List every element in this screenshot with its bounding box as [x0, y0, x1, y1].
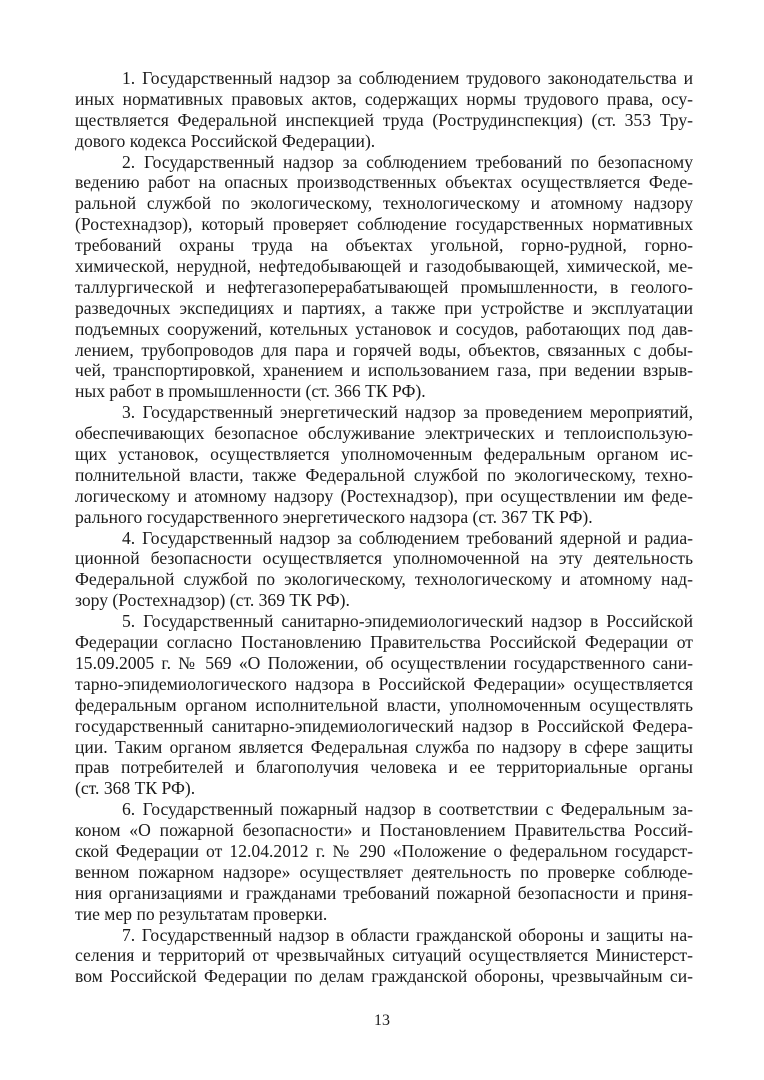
text-line: ции. Таким органом является Федеральная служба по надзору в сфере защиты: [75, 736, 693, 757]
text-line: 3. Государственный энергетический надзор за проведением мероприятий,: [122, 402, 693, 423]
paragraph: [75, 799, 693, 924]
text-line: тарно-эпидемиологического надзора в Российской Федерации» осуществляется: [75, 673, 693, 694]
text-line: обеспечивающих безопасное обслуживание электрических и теплоиспользую-: [75, 423, 693, 444]
text-line: селения и территорий от чрезвычайных ситуаций осуществляется Министерст-: [75, 945, 693, 966]
text-line: 1. Государственный надзор за соблюдением трудового законодательства и: [122, 68, 693, 88]
text-line: ральной службой по экологическому, технологическому и атомному надзору: [75, 193, 693, 214]
text-line: 2. Государственный надзор за соблюдением требований по безопасному: [122, 151, 693, 172]
text-line: федеральным органом исполнительной власти, уполномоченным осуществлять: [75, 694, 693, 715]
text-line: рального государственного энергетического надзора (ст. 367 ТК РФ).: [75, 506, 593, 527]
text-line: ционной безопасности осуществляется уполномоченной на эту деятельность: [75, 548, 693, 569]
text-line: ской Федерации от 12.04.2012 г. № 290 «Положение о федеральном государст-: [75, 840, 693, 861]
text-line: таллургической и нефтегазоперерабатывающей промышленности, в геолого-: [75, 276, 693, 297]
text-line: подъемных сооружений, котельных установок и сосудов, работающих под дав-: [75, 318, 693, 339]
text-line: венном пожарном надзоре» осуществляет деятельность по проверке соблюде-: [75, 861, 693, 882]
text-line: щих установок, осуществляется уполномоченным федеральным органом ис-: [75, 444, 693, 465]
text-line: (ст. 368 ТК РФ).: [75, 778, 196, 799]
text-line: вом Российской Федерации по делам гражданской обороны, чрезвычайным си-: [75, 966, 693, 987]
text-line: дового кодекса Российской Федерации).: [75, 130, 376, 151]
text-line: зору (Ростехнадзор) (ст. 369 ТК РФ).: [75, 590, 350, 611]
text-line: ных работ в промышленности (ст. 366 ТК РФ).: [75, 381, 426, 402]
text-line: логическому и атомному надзору (Ростехнадзор), при осуществлении им феде-: [75, 485, 693, 506]
text-line: (Ростехнадзор), который проверяет соблюдение государственных нормативных: [75, 214, 693, 235]
text-line: 6. Государственный пожарный надзор в соответствии с Федеральным за-: [122, 799, 693, 820]
paragraph: [75, 152, 693, 403]
text-line: разведочных экспедициях и партиях, а также при устройстве и эксплуатации: [75, 297, 693, 318]
document-body: [75, 68, 693, 987]
text-line: коном «О пожарной безопасности» и Постановлением Правительства Россий-: [75, 820, 693, 841]
text-line: 15.09.2005 г. № 569 «О Положении, об осуществлении государственного сани-: [75, 652, 693, 673]
text-line: лением, трубопроводов для пара и горячей воды, объектов, связанных с добы-: [75, 339, 693, 360]
text-line: ния организациями и гражданами требований пожарной безопасности и приня-: [75, 882, 693, 903]
text-line: государственный санитарно-эпидемиологический надзор в Российской Федера-: [75, 715, 693, 736]
text-line: Федеральной службой по экологическому, технологическому и атомному над-: [75, 569, 693, 590]
page-number: 13: [374, 1012, 390, 1029]
text-line: 5. Государственный санитарно-эпидемиологический надзор в Российской: [122, 611, 693, 632]
text-line: химической, нерудной, нефтедобывающей и газодобывающей, химической, ме-: [75, 256, 693, 277]
text-line: Федерации согласно Постановлению Правительства Российской Федерации от: [75, 632, 693, 653]
text-line: чей, транспортировкой, хранением и использованием газа, при ведении взрыв-: [75, 360, 693, 381]
text-line: тие мер по результатам проверки.: [75, 903, 328, 924]
paragraph: [75, 925, 693, 988]
text-line: иных нормативных правовых актов, содержащих нормы трудового права, осу-: [75, 88, 693, 109]
text-line: 7. Государственный надзор в области гражданской обороны и защиты на-: [122, 924, 693, 945]
paragraph: [75, 402, 693, 527]
text-line: прав потребителей и благополучия человека и ее территориальные органы: [75, 757, 693, 778]
text-line: требований охраны труда на объектах угольной, горно-рудной, горно-: [75, 235, 693, 256]
text-line: ведению работ на опасных производственных объектах осуществляется Феде-: [75, 172, 693, 193]
paragraph: [75, 68, 693, 152]
paragraph: [75, 611, 693, 799]
text-line: полнительной власти, также Федеральной службой по экологическому, техно-: [75, 464, 693, 485]
text-line: 4. Государственный надзор за соблюдением требований ядерной и радиа-: [122, 527, 693, 548]
text-line: ществляется Федеральной инспекцией труда (Рострудинспекция) (ст. 353 Тру-: [75, 109, 693, 130]
paragraph: [75, 528, 693, 612]
